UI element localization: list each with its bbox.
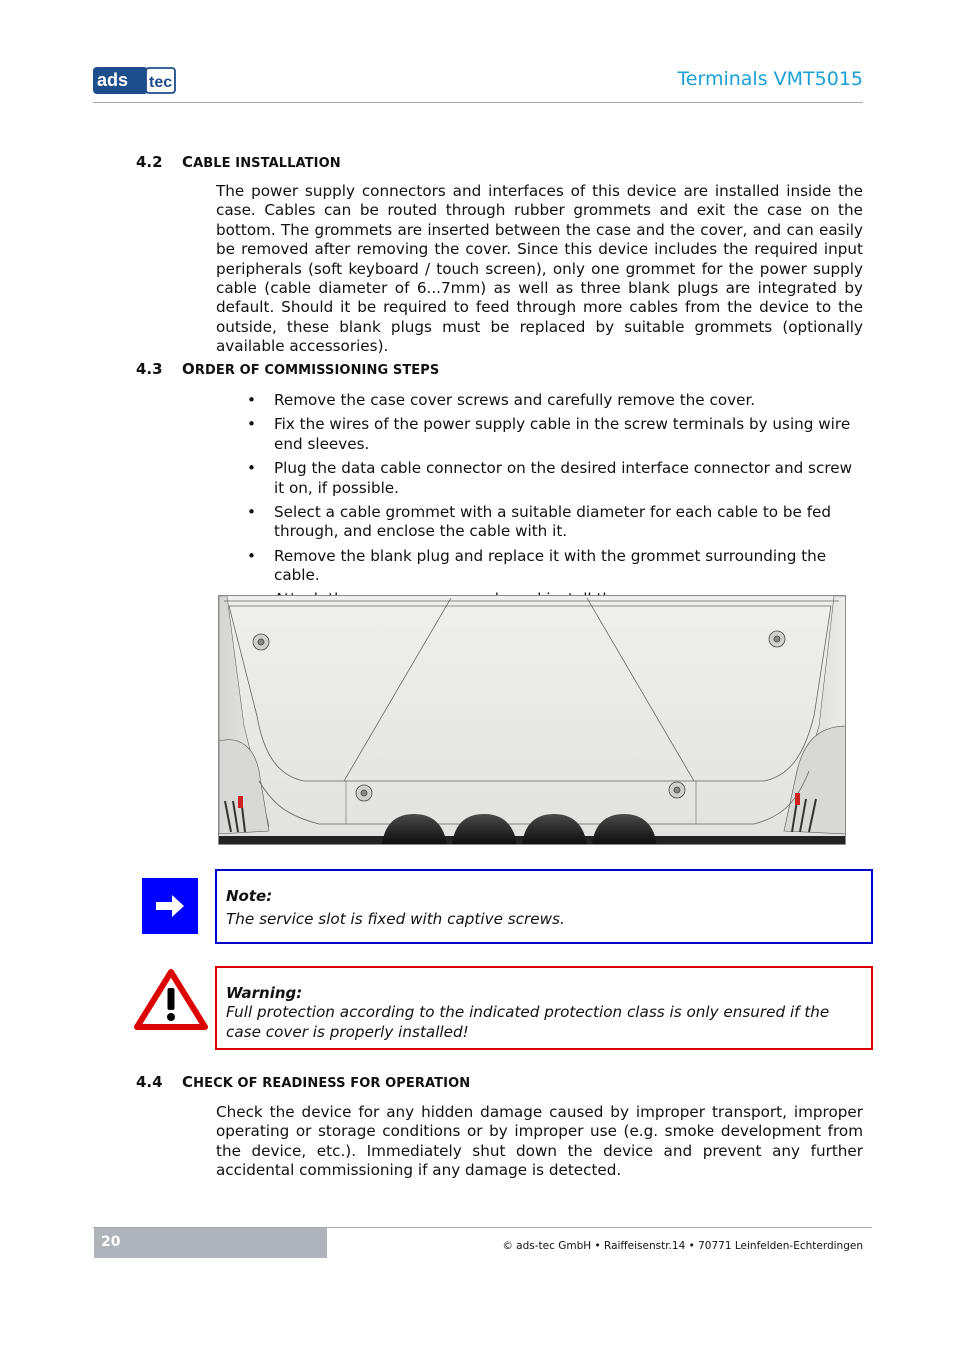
list-item: • Plug the data cable connector on the desired interface connector and screw it on, if possible.	[247, 458, 852, 497]
warning-box	[215, 966, 873, 1050]
note-title: Note:	[226, 887, 273, 905]
device-bottom-image	[218, 595, 846, 845]
svg-text:tec: tec	[149, 74, 173, 91]
footer-address: © ads-tec GmbH • Raiffeisenstr.14 • 70771 Leinfelden-Echterdingen	[502, 1240, 863, 1252]
section-heading-4-3	[136, 360, 439, 378]
note-box	[215, 869, 873, 944]
warning-title: Warning:	[226, 984, 303, 1002]
note-icon-box	[142, 878, 198, 934]
header-divider	[93, 102, 863, 103]
bullet-icon: •	[247, 391, 256, 409]
bullet-icon: •	[247, 502, 256, 521]
arrow-right-icon	[142, 878, 198, 934]
page-number: 20	[101, 1234, 121, 1250]
list-item: • Remove the case cover screws and carefully remove the cover.	[247, 391, 756, 409]
section-title-initial: O	[182, 360, 195, 378]
bullet-icon: •	[247, 546, 256, 565]
svg-text:ads: ads	[97, 70, 129, 90]
section-number: 4.2	[136, 153, 163, 171]
bullet-icon: •	[247, 458, 256, 477]
section-title-initial: C	[182, 1073, 194, 1091]
list-item: • Fix the wires of the power supply cable in the screw terminals by using wire end sleeves.	[247, 415, 851, 453]
section-heading-4-4	[136, 1073, 470, 1091]
warning-text: Full protection according to the indicated protection class is only ensured if the case cover is properly installed!	[226, 1003, 830, 1041]
section-title-rest: HECK OF READINESS FOR OPERATION	[193, 1076, 471, 1091]
section-title-rest: RDER OF COMMISSIONING STEPS	[194, 363, 440, 378]
document-title: Terminals VMT5015	[677, 68, 863, 90]
page-number-box	[94, 1228, 327, 1258]
ads-tec-logo	[93, 67, 176, 94]
section-paragraph-4-4: Check the device for any hidden damage caused by improper transport, improper operating or storage conditions or by improper use (e.g. smoke development from the device, etc.). Immediately shut down the device and prevent any further accidental commissioning if any damage is detected.	[216, 1103, 863, 1180]
section-heading-4-2	[136, 153, 341, 171]
warning-triangle-icon	[134, 968, 208, 1030]
list-item: • Remove the blank plug and replace it with the grommet surrounding the cable.	[247, 546, 827, 585]
bullet-icon: •	[247, 415, 256, 434]
section-title-initial: C	[182, 153, 194, 171]
note-text: The service slot is fixed with captive screws.	[226, 910, 565, 928]
case-cover-illustration	[219, 596, 846, 845]
section-number: 4.4	[136, 1073, 163, 1091]
section-number: 4.3	[136, 360, 163, 378]
commissioning-steps-list	[245, 391, 865, 615]
section-title-rest: ABLE INSTALLATION	[193, 156, 341, 171]
list-item: • Select a cable grommet with a suitable diameter for each cable to be fed through, and enclose the cable with it.	[247, 502, 832, 541]
section-paragraph-4-2: The power supply connectors and interfaces of this device are installed inside the case. Cables can be routed through rubber grommets and exit the case on the bottom. The grommets are inserted between the case and the cover, and can easily be removed after removing the cover. Since this device includes the required input peripherals (soft keyboard / touch screen), only one grommet for the power supply cable (cable diameter of 6...7mm) as well as three blank plugs are integrated by default. Should it be required to feed through more cables from the device to the outside, these blank plugs must be replaced by suitable grommets (optionally available accessories).	[216, 182, 863, 356]
